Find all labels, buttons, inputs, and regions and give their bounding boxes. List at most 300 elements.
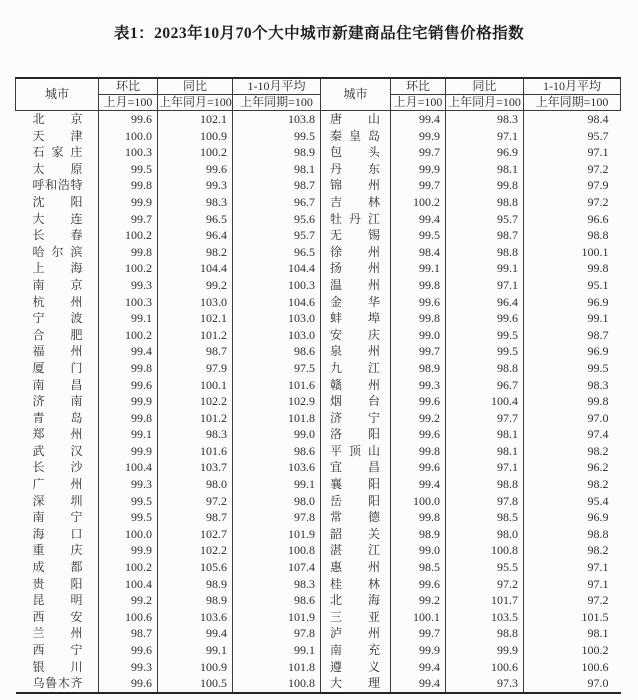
city-cell: [16, 592, 99, 609]
yoy-value: 102.1: [158, 310, 233, 327]
yoy-value: 98.8: [446, 244, 524, 261]
avg-header-right: 1-10月平均: [524, 78, 621, 95]
city-cell: [321, 161, 391, 178]
avg-value: 98.0: [233, 493, 321, 510]
avg-value: 98.8: [524, 526, 621, 543]
mom-value: 99.8: [99, 244, 158, 261]
mom-value: 99.1: [99, 426, 158, 443]
avg-value: 97.8: [233, 625, 321, 642]
city-name: 郑州: [32, 427, 83, 442]
yoy-value: 98.7: [158, 343, 233, 360]
city-cell: [16, 659, 99, 676]
avg-value: 97.0: [524, 410, 621, 427]
mom-value: 100.4: [99, 576, 158, 593]
yoy-value: 97.7: [446, 410, 524, 427]
yoy-value: 96.4: [158, 227, 233, 244]
city-name: 福州: [32, 344, 83, 359]
city-cell: [321, 526, 391, 543]
mom-value: 99.4: [391, 211, 446, 228]
yoy-value: 100.5: [158, 675, 233, 693]
city-name: 赣州: [330, 377, 380, 392]
city-cell: [321, 343, 391, 360]
city-name: 常德: [330, 510, 380, 525]
city-name: 洛阳: [330, 427, 380, 442]
city-cell: [16, 609, 99, 626]
avg-value: 98.2: [524, 443, 621, 460]
city-cell: [321, 426, 391, 443]
yoy-header-right: 同比: [446, 78, 524, 95]
table-row: [16, 194, 621, 211]
mom-value: 99.6: [99, 675, 158, 693]
yoy-value: 103.7: [158, 459, 233, 476]
city-name: 南宁: [32, 510, 83, 525]
city-cell: [321, 294, 391, 311]
avg-value: 98.2: [524, 476, 621, 493]
avg-value: 99.0: [233, 426, 321, 443]
mom-value: 98.9: [391, 526, 446, 543]
city-cell: [321, 542, 391, 559]
city-name: 长春: [32, 228, 83, 243]
table-row: [16, 426, 621, 443]
yoy-value: 98.5: [446, 509, 524, 526]
city-cell: [16, 426, 99, 443]
city-cell: [16, 459, 99, 476]
avg-value: 96.2: [524, 459, 621, 476]
mom-header-right: 环比: [391, 78, 446, 95]
city-cell: [16, 128, 99, 145]
table-row: [16, 377, 621, 394]
mom-value: 99.5: [99, 493, 158, 510]
table-row: [16, 393, 621, 410]
city-cell: [16, 393, 99, 410]
mom-value: 99.3: [99, 277, 158, 294]
yoy-value: 99.6: [158, 161, 233, 178]
city-name: 北京: [32, 112, 83, 126]
table-body: [16, 111, 621, 693]
avg-value: 104.4: [233, 260, 321, 277]
yoy-value: 99.8: [446, 177, 524, 194]
avg-value: 99.1: [524, 310, 621, 327]
city-name: 三亚: [330, 609, 380, 624]
yoy-value: 98.0: [158, 476, 233, 493]
mom-value: 99.9: [391, 161, 446, 178]
avg-value: 96.9: [524, 294, 621, 311]
table-row: [16, 111, 621, 128]
yoy-value: 102.7: [158, 526, 233, 543]
yoy-value: 99.1: [158, 642, 233, 659]
yoy-value: 100.9: [158, 659, 233, 676]
avg-value: 97.1: [524, 144, 621, 161]
city-cell: [16, 625, 99, 642]
yoy-value: 98.9: [158, 576, 233, 593]
mom-subheader-right: 上月=100: [391, 95, 446, 111]
city-cell: [321, 443, 391, 460]
yoy-value: 97.2: [446, 576, 524, 593]
yoy-value: 102.1: [158, 111, 233, 128]
city-name: 惠州: [330, 560, 380, 575]
yoy-value: 98.0: [446, 526, 524, 543]
yoy-value: 98.2: [158, 244, 233, 261]
yoy-value: 99.2: [158, 277, 233, 294]
avg-value: 102.9: [233, 393, 321, 410]
yoy-subheader-left: 上年同月=100: [159, 95, 232, 109]
city-name: 桂林: [330, 576, 380, 591]
yoy-value: 101.6: [158, 443, 233, 460]
mom-value: 98.5: [391, 559, 446, 576]
avg-value: 99.8: [524, 393, 621, 410]
city-name: 湛江: [330, 543, 380, 558]
yoy-value: 99.6: [446, 310, 524, 327]
city-cell: [16, 675, 99, 693]
city-name: 吉林: [330, 194, 380, 209]
mom-value: 100.0: [391, 493, 446, 510]
avg-value: 97.5: [233, 360, 321, 377]
table-row: [16, 260, 621, 277]
city-name: 杭州: [32, 294, 83, 309]
city-name: 石家庄: [32, 145, 83, 160]
city-cell: [321, 675, 391, 693]
avg-value: 97.9: [524, 177, 621, 194]
yoy-value: 98.1: [446, 443, 524, 460]
city-name: 包头: [330, 145, 380, 160]
yoy-value: 99.4: [158, 625, 233, 642]
avg-value: 100.2: [524, 642, 621, 659]
yoy-value: 101.2: [158, 410, 233, 427]
header-row-sub: [16, 95, 621, 111]
avg-value: 96.7: [233, 194, 321, 211]
mom-value: 99.7: [391, 343, 446, 360]
mom-value: 99.9: [99, 542, 158, 559]
avg-value: 95.6: [233, 211, 321, 228]
avg-value: 96.9: [524, 343, 621, 360]
mom-value: 99.1: [391, 260, 446, 277]
yoy-value: 98.8: [446, 194, 524, 211]
city-cell: [321, 642, 391, 659]
avg-value: 99.1: [233, 642, 321, 659]
mom-value: 99.4: [391, 659, 446, 676]
yoy-value: 98.3: [446, 111, 524, 128]
city-header-left: 城市: [16, 78, 99, 111]
mom-value: 100.2: [99, 559, 158, 576]
avg-value: 95.4: [524, 493, 621, 510]
yoy-value: 100.9: [158, 128, 233, 145]
yoy-value: 96.4: [446, 294, 524, 311]
table-row: [16, 343, 621, 360]
yoy-value: 99.5: [446, 327, 524, 344]
city-name: 大连: [32, 211, 83, 226]
city-cell: [16, 277, 99, 294]
city-name: 呼和浩特: [32, 178, 83, 193]
yoy-value: 100.8: [446, 542, 524, 559]
city-cell: [16, 327, 99, 344]
avg-value: 98.1: [524, 625, 621, 642]
avg-value: 100.8: [233, 675, 321, 693]
mom-value: 99.3: [99, 476, 158, 493]
yoy-header-left: 同比: [158, 78, 233, 95]
mom-value: 99.0: [391, 542, 446, 559]
city-cell: [16, 642, 99, 659]
city-cell: [16, 526, 99, 543]
mom-value: 99.8: [99, 177, 158, 194]
mom-value: 99.7: [391, 625, 446, 642]
avg-value: 101.9: [233, 609, 321, 626]
city-name: 平顶山: [330, 443, 380, 458]
avg-value: 99.5: [233, 128, 321, 145]
city-name: 武汉: [32, 443, 83, 458]
city-name: 金华: [330, 294, 380, 309]
table-row: [16, 576, 621, 593]
mom-value: 99.2: [99, 592, 158, 609]
city-name: 北海: [330, 593, 380, 608]
city-name: 南昌: [32, 377, 83, 392]
mom-value: 99.9: [99, 443, 158, 460]
city-cell: [321, 625, 391, 642]
city-name: 乌鲁木齐: [32, 676, 83, 691]
avg-value: 97.1: [524, 559, 621, 576]
city-cell: [321, 277, 391, 294]
avg-value: 103.0: [233, 310, 321, 327]
mom-value: 99.9: [391, 642, 446, 659]
city-cell: [321, 659, 391, 676]
city-name: 大理: [330, 676, 380, 691]
avg-value: 97.4: [524, 426, 621, 443]
mom-value: 100.2: [391, 194, 446, 211]
avg-value: 103.8: [233, 111, 321, 128]
mom-value: 100.0: [99, 128, 158, 145]
mom-value: 99.6: [391, 393, 446, 410]
table-row: [16, 410, 621, 427]
city-cell: [16, 211, 99, 228]
avg-value: 98.7: [524, 327, 621, 344]
mom-value: 99.8: [99, 410, 158, 427]
mom-value: 99.7: [99, 211, 158, 228]
mom-value: 100.0: [99, 526, 158, 543]
yoy-value: 105.6: [158, 559, 233, 576]
city-cell: [16, 310, 99, 327]
mom-value: 98.4: [391, 244, 446, 261]
avg-value: 98.4: [524, 111, 621, 128]
city-name: 南充: [330, 643, 380, 657]
avg-value: 97.2: [524, 194, 621, 211]
yoy-value: 99.9: [446, 642, 524, 659]
yoy-value: 99.3: [158, 177, 233, 194]
city-cell: [321, 592, 391, 609]
city-name: 秦皇岛: [330, 128, 380, 143]
city-cell: [16, 559, 99, 576]
city-cell: [321, 393, 391, 410]
table-row: [16, 227, 621, 244]
avg-value: 98.9: [233, 144, 321, 161]
yoy-value: 98.7: [446, 227, 524, 244]
city-name: 沈阳: [32, 194, 83, 209]
yoy-value: 103.6: [158, 609, 233, 626]
yoy-subheader-right: 上年同月=100: [446, 95, 524, 111]
table-row: [16, 327, 621, 344]
avg-value: 98.3: [524, 377, 621, 394]
mom-value: 99.3: [391, 377, 446, 394]
avg-value: 98.6: [233, 443, 321, 460]
table-row: [16, 161, 621, 178]
city-name: 蚌埠: [330, 311, 380, 326]
city-cell: [16, 509, 99, 526]
city-name: 锦州: [330, 178, 380, 193]
city-cell: [16, 493, 99, 510]
table-row: [16, 277, 621, 294]
avg-value: 96.9: [524, 509, 621, 526]
city-name: 南京: [32, 277, 83, 292]
table-row: [16, 625, 621, 642]
avg-value: 100.8: [233, 542, 321, 559]
avg-value: 107.4: [233, 559, 321, 576]
table-row: [16, 211, 621, 228]
price-index-table: [15, 77, 621, 694]
mom-subheader-left: 上月=100: [99, 95, 158, 111]
yoy-value: 97.2: [158, 493, 233, 510]
avg-value: 104.6: [233, 294, 321, 311]
mom-value: 99.4: [391, 476, 446, 493]
city-name: 重庆: [32, 543, 83, 558]
city-cell: [321, 144, 391, 161]
mom-value: 99.6: [99, 111, 158, 128]
avg-value: 95.1: [524, 277, 621, 294]
city-name: 兰州: [32, 626, 83, 641]
mom-value: 99.5: [99, 161, 158, 178]
avg-value: 98.3: [233, 576, 321, 593]
yoy-value: 96.7: [446, 377, 524, 394]
mom-value: 100.1: [391, 609, 446, 626]
mom-value: 100.3: [99, 294, 158, 311]
table-row: [16, 459, 621, 476]
avg-subheader-right: 上年同期=100: [524, 95, 621, 111]
avg-value: 101.5: [524, 609, 621, 626]
mom-value: 100.4: [99, 459, 158, 476]
city-cell: [321, 244, 391, 261]
yoy-value: 97.9: [158, 360, 233, 377]
mom-value: 99.9: [99, 194, 158, 211]
city-name: 厦门: [32, 360, 83, 375]
avg-value: 100.3: [233, 277, 321, 294]
yoy-value: 102.2: [158, 542, 233, 559]
yoy-value: 100.2: [158, 144, 233, 161]
avg-value: 98.2: [524, 542, 621, 559]
avg-value: 96.6: [524, 211, 621, 228]
city-cell: [16, 177, 99, 194]
city-cell: [321, 609, 391, 626]
city-name: 牡丹江: [330, 211, 380, 226]
table-row: [16, 177, 621, 194]
city-cell: [321, 360, 391, 377]
mom-value: 99.5: [391, 227, 446, 244]
city-name: 西宁: [32, 643, 83, 657]
table-row: [16, 526, 621, 543]
avg-value: 99.8: [524, 260, 621, 277]
table-row: [16, 542, 621, 559]
city-header-right: 城市: [321, 78, 391, 111]
avg-value: 99.5: [524, 360, 621, 377]
city-name: 扬州: [330, 261, 380, 276]
city-cell: [321, 260, 391, 277]
city-name: 岳阳: [330, 493, 380, 508]
city-name: 银川: [32, 659, 83, 674]
yoy-value: 102.2: [158, 393, 233, 410]
avg-value: 95.7: [524, 128, 621, 145]
table-row: [16, 642, 621, 659]
avg-value: 95.7: [233, 227, 321, 244]
yoy-value: 95.5: [446, 559, 524, 576]
mom-value: 100.2: [99, 227, 158, 244]
mom-value: 99.2: [391, 410, 446, 427]
city-cell: [321, 559, 391, 576]
yoy-value: 96.5: [158, 211, 233, 228]
yoy-value: 99.5: [446, 343, 524, 360]
avg-value: 97.0: [524, 675, 621, 693]
city-cell: [321, 177, 391, 194]
mom-value: 99.6: [391, 459, 446, 476]
city-cell: [321, 227, 391, 244]
yoy-value: 98.8: [446, 476, 524, 493]
city-name: 宁波: [32, 311, 83, 326]
avg-value: 100.1: [524, 244, 621, 261]
table-row: [16, 144, 621, 161]
avg-value: 97.1: [524, 576, 621, 593]
city-name: 安庆: [330, 327, 380, 342]
yoy-value: 97.1: [446, 459, 524, 476]
avg-value: 96.5: [233, 244, 321, 261]
city-name: 青岛: [32, 410, 83, 425]
mom-header-left: 环比: [99, 78, 158, 95]
city-cell: [321, 476, 391, 493]
city-cell: [321, 211, 391, 228]
yoy-value: 101.2: [158, 327, 233, 344]
city-name: 太原: [32, 161, 83, 176]
city-name: 宜昌: [330, 460, 380, 475]
avg-value: 97.2: [524, 161, 621, 178]
mom-value: 99.4: [99, 343, 158, 360]
city-cell: [321, 509, 391, 526]
table-row: [16, 128, 621, 145]
avg-value: 97.8: [233, 509, 321, 526]
yoy-value: 99.1: [446, 260, 524, 277]
city-cell: [321, 310, 391, 327]
yoy-value: 98.8: [446, 625, 524, 642]
city-name: 无锡: [330, 228, 380, 243]
table-row: [16, 244, 621, 261]
avg-value: 100.6: [524, 659, 621, 676]
mom-value: 99.6: [391, 426, 446, 443]
table-row: [16, 609, 621, 626]
city-cell: [16, 576, 99, 593]
city-cell: [16, 111, 99, 128]
mom-value: 99.8: [391, 277, 446, 294]
mom-value: 99.6: [391, 576, 446, 593]
avg-value: 101.8: [233, 410, 321, 427]
header-row-main: [16, 78, 621, 95]
avg-value: 98.8: [524, 227, 621, 244]
table-row: [16, 476, 621, 493]
city-name: 襄阳: [330, 477, 380, 492]
city-name: 济宁: [330, 410, 380, 425]
city-name: 徐州: [330, 244, 380, 259]
city-name: 九江: [330, 360, 380, 375]
avg-value: 99.1: [233, 476, 321, 493]
city-cell: [321, 194, 391, 211]
mom-value: 99.9: [391, 128, 446, 145]
city-name: 海口: [32, 526, 83, 541]
mom-value: 99.0: [391, 327, 446, 344]
avg-value: 98.6: [233, 343, 321, 360]
city-name: 温州: [330, 277, 380, 292]
mom-value: 100.2: [99, 327, 158, 344]
